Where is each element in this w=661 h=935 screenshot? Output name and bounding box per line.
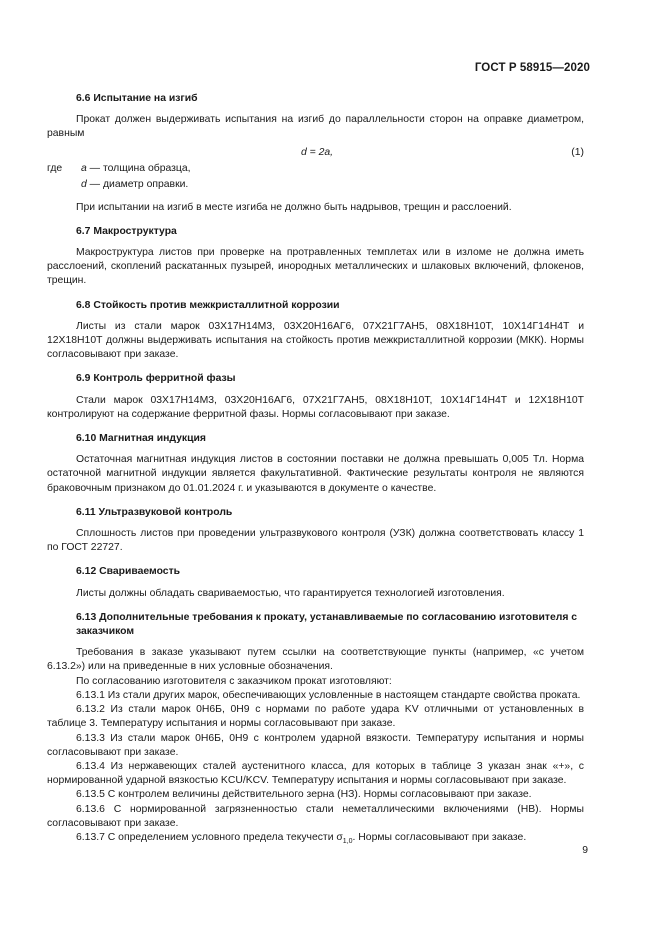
item-6-13-7 (47, 831, 584, 849)
item-6-13-6: 6.13.6 С нормированной загрязненностью стали неметаллическими включениями (НВ). Нормы согласовывают при заказе. (47, 803, 584, 829)
section-6-8-paragraph-1: Листы из стали марок 03Х17Н14М3, 03Х20Н16АГ6, 07Х21Г7АН5, 08Х18Н10Т, 10Х14Г14Н4Т и 12Х18Н10Т должны выдерживать испытания на стойкость против межкристаллитной коррозии (МКК). Нормы согласовывают при заказе. (47, 320, 584, 361)
where-line-a (47, 162, 584, 178)
where-label: где (47, 162, 63, 174)
symbol-a: a (81, 162, 87, 174)
section-6-12-title: 6.12 Свариваемость (76, 566, 181, 578)
section-6-8-title: 6.8 Стойкость против межкристаллитной коррозии (76, 299, 340, 311)
section-6-13-paragraph-2: По согласованию изготовителя с заказчиком прокат изготовляют: (76, 675, 392, 687)
formula-expression: d = 2a, (301, 146, 334, 158)
section-6-13-paragraph-1: Требования в заказе указывают путем ссылки на соответствующие пункты (например, «с учетом 6.13.2») или на приведенные в них условные обозначения. (47, 647, 584, 673)
sigma-subscript: 1,0 (342, 837, 353, 845)
item-6-13-1: 6.13.1 Из стали других марок, обеспечивающих условленные в настоящем стандарте свойства проката. (76, 689, 581, 701)
section-6-10-title: 6.10 Магнитная индукция (76, 433, 206, 445)
section-6-9-title: 6.9 Контроль ферритной фазы (76, 373, 236, 385)
section-6-6-paragraph-2: При испытании на изгиб в месте изгиба не должно быть надрывов, трещин и расслоений. (76, 201, 512, 213)
item-6-13-5: 6.13.5 С контролем величины действительного зерна (НЗ). Нормы согласовывают при заказе. (76, 789, 532, 801)
item-6-13-7-tail: . Нормы согласовывают при заказе. (352, 831, 527, 843)
document-body (47, 92, 584, 849)
where-line-d (47, 178, 584, 194)
item-6-13-4: 6.13.4 Из нержавеющих сталей аустенитного класса, для которых в таблице 3 указан знак «+», с нормированной ударной вязкостью KCU/KCV. Температуру испытания и нормы согласовывают при заказе. (47, 760, 584, 787)
section-6-11-paragraph-1: Сплошность листов при проведении ультразвукового контроля (УЗК) должна соответствовать классу 1 по ГОСТ 22727. (47, 528, 584, 554)
item-6-13-3: 6.13.3 Из стали марок 0Н6Б, 0Н9 с контролем ударной вязкости. Температуру испытания и нормы согласовывают при заказе. (47, 732, 584, 758)
section-6-7-title: 6.7 Макроструктура (76, 225, 177, 237)
section-6-6-title: 6.6 Испытание на изгиб (76, 93, 198, 104)
section-6-13-title: 6.13 Дополнительные требования к прокату, устанавливаемые по согласованию изготовителя с заказчиком (76, 611, 578, 638)
section-6-6-paragraph-1: Прокат должен выдерживать испытания на изгиб до параллельности сторон на оправке диаметром, равным (47, 114, 584, 140)
formula-1 (47, 146, 584, 162)
section-6-12-paragraph-1: Листы должны обладать свариваемостью, что гарантируется технологией изготовления. (76, 587, 505, 599)
item-6-13-7-text: 6.13.7 С определением условного предела текучести σ (76, 831, 343, 843)
section-6-11-title: 6.11 Ультразвуковой контроль (76, 506, 233, 518)
page-number: 9 (582, 845, 588, 856)
section-6-7-paragraph-1: Макроструктура листов при проверке на протравленных темплетах или в изломе не должна иметь расслоений, скоплений раскатанных пузырей, инородных металлических и шлаковых включений, флокенов, трещин. (47, 247, 584, 287)
symbol-d: d (81, 178, 87, 190)
where-a-text: — толщина образца, (89, 162, 191, 174)
section-6-10-paragraph-1: Остаточная магнитная индукция листов в состоянии поставки не должна превышать 0,005 Тл. Норма остаточной магнитной индукции является факультативной. Фактические результаты контроля не являются браковочным признаком до 01.01.2024 г. и указываются в документе о качестве. (47, 454, 584, 494)
section-6-9-paragraph-1: Стали марок 03Х17Н14М3, 03Х20Н16АГ6, 07Х21Г7АН5, 08Х18Н10Т, 10Х14Г14Н4Т и 12Х18Н10Т контролируют на содержание ферритной фазы. Нормы согласовывают при заказе. (47, 394, 584, 420)
where-d-text: — диаметр оправки. (89, 178, 189, 190)
item-6-13-2: 6.13.2 Из стали марок 0Н6Б, 0Н9 с нормами по работе удара KV отличными от установленных в таблице 3. Температуру испытания и нормы согласовывают при заказе. (47, 704, 584, 730)
formula-number: (1) (571, 146, 584, 158)
document-header: ГОСТ Р 58915—2020 (474, 62, 590, 74)
